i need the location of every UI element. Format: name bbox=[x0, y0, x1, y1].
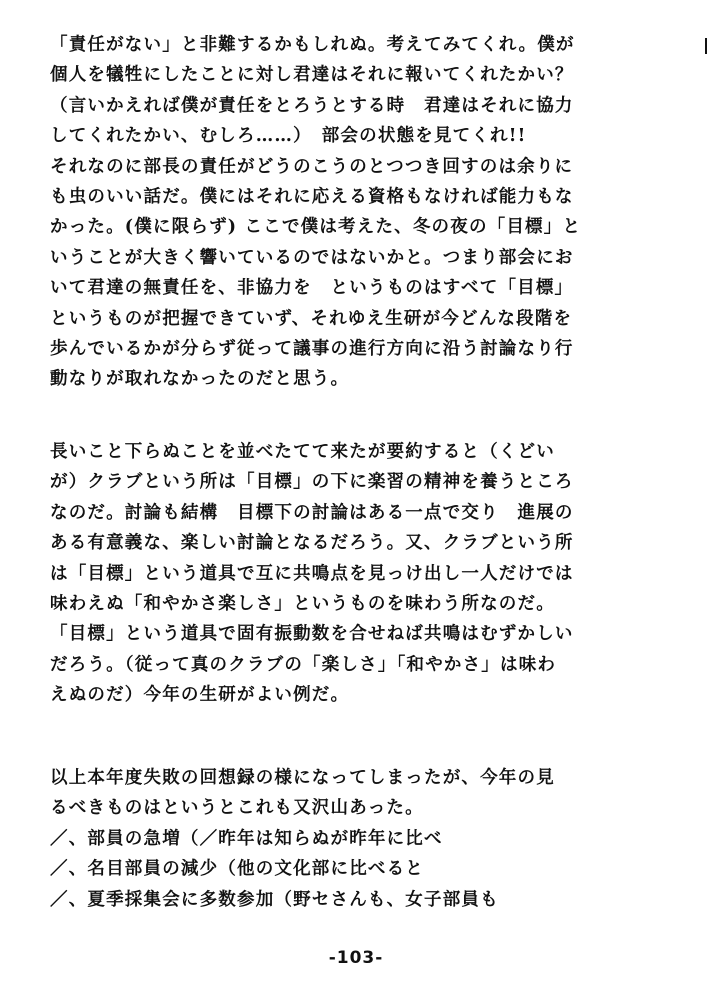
paragraph-1 bbox=[50, 30, 680, 395]
text-line: 以上本年度失敗の回想録の様になってしまったが、今年の見 bbox=[50, 768, 555, 788]
paragraph-3 bbox=[50, 763, 680, 915]
text-line: というものが把握できていず、それゆえ生研が今どんな段階を bbox=[50, 308, 573, 329]
text-line: も虫のいい話だ。僕にはそれに応える資格もなければ能力もな bbox=[50, 186, 574, 207]
text-line: ある有意義な、楽しい討論となるだろう。又、クラブという所 bbox=[50, 533, 574, 554]
text-line: （言いかえれば僕が責任をとろうとする時 君達はそれに協力 bbox=[50, 95, 574, 116]
text-line: が）クラブという所は「目標」の下に楽習の精神を養うところ bbox=[50, 472, 574, 493]
text-line: 長いこと下らぬことを並べたてて来たが要約すると（くどい bbox=[50, 442, 555, 462]
list-item: ／、名目部員の減少（他の文化部に比べると bbox=[50, 859, 424, 880]
text-line: してくれたかい、むしろ……） 部会の状態を見てくれ!! bbox=[50, 126, 527, 147]
page-number: -103- bbox=[328, 948, 384, 968]
text-line: いうことが大きく響いているのではないかと。つまり部会にお bbox=[50, 247, 574, 268]
text-line: るべきものはというとこれも又沢山あった。 bbox=[50, 798, 424, 819]
text-line: 「責任がない」と非難するかもしれぬ。考えてみてくれ。僕が bbox=[50, 35, 575, 55]
text-line: 味わえぬ「和やかさ楽しさ」というものを味わう所なのだ。 bbox=[50, 593, 555, 614]
text-line: だろう。（従って真のクラブの「楽しさ」「和やかさ」は味わ bbox=[50, 654, 557, 675]
text-line: かった。(僕に限らず) ここで僕は考えた、冬の夜の「目標」と bbox=[50, 217, 582, 238]
text-line: 歩んでいるかが分らず従って議事の進行方向に沿う討論なり行 bbox=[50, 338, 574, 359]
text-line: 動なりが取れなかったのだと思う。 bbox=[50, 369, 350, 390]
edge-mark bbox=[705, 38, 707, 54]
list-item: ／、夏季採集会に多数参加（野セさんも、女子部員も bbox=[50, 889, 499, 910]
text-line: それなのに部長の責任がどうのこうのとつつき回すのは余りに bbox=[50, 156, 574, 177]
text-line: いて君達の無責任を、非協力を というものはすべて「目標」 bbox=[50, 278, 574, 299]
list-item: ／、部員の急増（／昨年は知らぬが昨年に比べ bbox=[50, 828, 443, 849]
paragraph-2 bbox=[50, 437, 680, 711]
text-line: 個人を犠牲にしたことに対し君達はそれに報いてくれたかい？ bbox=[50, 65, 574, 86]
text-line: は「目標」という道具で互に共鳴点を見っけ出し一人だけでは bbox=[50, 563, 574, 584]
text-line: なのだ。討論も結構 目標下の討論はある一点で交り 進展の bbox=[50, 502, 574, 523]
text-line: 「目標」という道具で固有振動数を合せねば共鳴はむずかしい bbox=[50, 624, 574, 645]
text-line: えぬのだ）今年の生研がよい例だ。 bbox=[50, 685, 350, 706]
